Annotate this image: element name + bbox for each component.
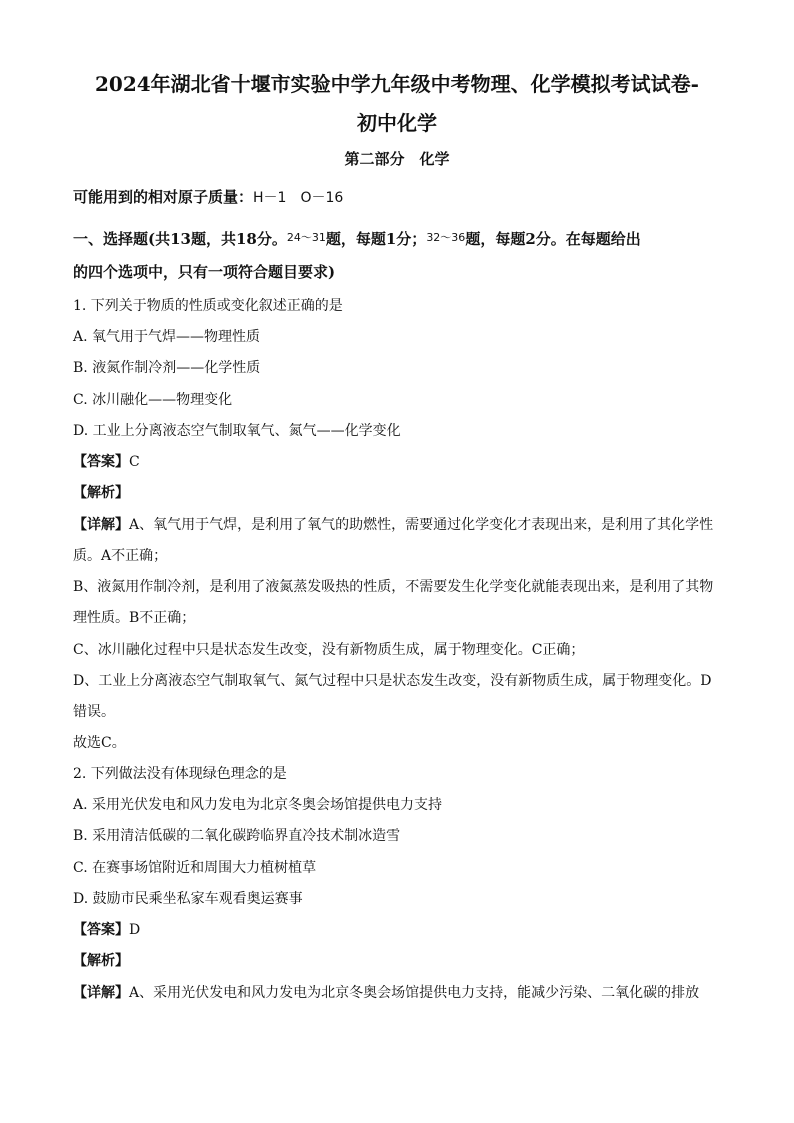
instructions-part1: 一、选择题(共13题，共18分。 xyxy=(73,230,287,248)
instructions-range2: 32～36 xyxy=(426,231,466,244)
instructions-range1: 24～31 xyxy=(286,231,326,244)
atomic-mass-line xyxy=(73,187,723,208)
document-title-line1: 2024年湖北省十堰市实验中学九年级中考物理、化学模拟考试试卷- xyxy=(95,72,699,96)
q2-detail-text1: A、采用光伏发电和风力发电为北京冬奥会场馆提供电力支持，能减少污染、二氧化碳的排放 xyxy=(129,985,700,1001)
instructions-line1 xyxy=(73,228,723,249)
q1-answer xyxy=(73,452,723,472)
q1-option-c: C. 冰川融化——物理变化 xyxy=(73,392,233,408)
q1-detail-line7: 错误。 xyxy=(73,704,115,720)
q1-detail-text1: A、氧气用于气焊，是利用了氧气的助燃性，需要通过化学变化才表现出来，是利用了其化学性 xyxy=(129,517,714,533)
q2-option-d: D. 鼓励市民乘坐私家车观看奥运赛事 xyxy=(73,891,303,907)
instructions-line2: 的四个选项中，只有一项符合题目要求) xyxy=(73,263,336,281)
q2-analysis-tag: 【解析】 xyxy=(73,953,129,969)
q1-detail-line6: D、工业上分离液态空气制取氧气、氮气过程中只是状态发生改变，没有新物质生成，属于物理变化。D xyxy=(73,673,712,689)
q1-detail-line2: 质。A不正确； xyxy=(73,548,168,564)
q2-answer-value: D xyxy=(129,922,141,938)
q1-detail-line4: 理性质。B不正确； xyxy=(73,610,196,626)
q2-answer xyxy=(73,920,723,940)
q2-option-c: C. 在赛事场馆附近和周围大力植树植草 xyxy=(73,860,317,876)
q1-option-d: D. 工业上分离液态空气制取氧气、氮气——化学变化 xyxy=(73,423,401,439)
q2-answer-tag: 【答案】 xyxy=(73,922,129,938)
q1-option-a: A. 氧气用于气焊——物理性质 xyxy=(73,329,261,345)
atomic-mass-values: H－1 O－16 xyxy=(253,190,344,206)
document-title-line2: 初中化学 xyxy=(357,111,437,135)
q1-detail-line3: B、液氮用作制冷剂，是利用了液氮蒸发吸热的性质，不需要发生化学变化就能表现出来，是利用了其物 xyxy=(73,579,714,595)
q1-option-b: B. 液氮作制冷剂——化学性质 xyxy=(73,360,261,376)
q1-conclusion: 故选C。 xyxy=(73,735,126,751)
q1-detail-line5: C、冰川融化过程中只是状态发生改变，没有新物质生成，属于物理变化。C正确； xyxy=(73,642,585,658)
q1-detail-tag: 【详解】 xyxy=(73,517,129,533)
q2-option-b: B. 采用清洁低碳的二氧化碳跨临界直冷技术制冰造雪 xyxy=(73,828,401,844)
q1-stem: 1. 下列关于物质的性质或变化叙述正确的是 xyxy=(73,298,343,314)
q2-option-a: A. 采用光伏发电和风力发电为北京冬奥会场馆提供电力支持 xyxy=(73,797,443,813)
instructions-part2: 题，每题1分； xyxy=(325,230,427,248)
q1-detail-line1 xyxy=(73,515,723,535)
instructions-part3: 题，每题2分。在每题给出 xyxy=(465,230,641,248)
atomic-mass-label: 可能用到的相对原子质量： xyxy=(73,188,254,206)
q1-answer-tag: 【答案】 xyxy=(73,454,129,470)
q2-detail-line1 xyxy=(73,983,723,1003)
q2-stem: 2. 下列做法没有体现绿色理念的是 xyxy=(73,766,287,782)
q2-detail-tag: 【详解】 xyxy=(73,985,129,1001)
q1-answer-value: C xyxy=(129,454,140,470)
section-heading: 第二部分 化学 xyxy=(344,150,450,168)
q1-analysis-tag: 【解析】 xyxy=(73,485,129,501)
